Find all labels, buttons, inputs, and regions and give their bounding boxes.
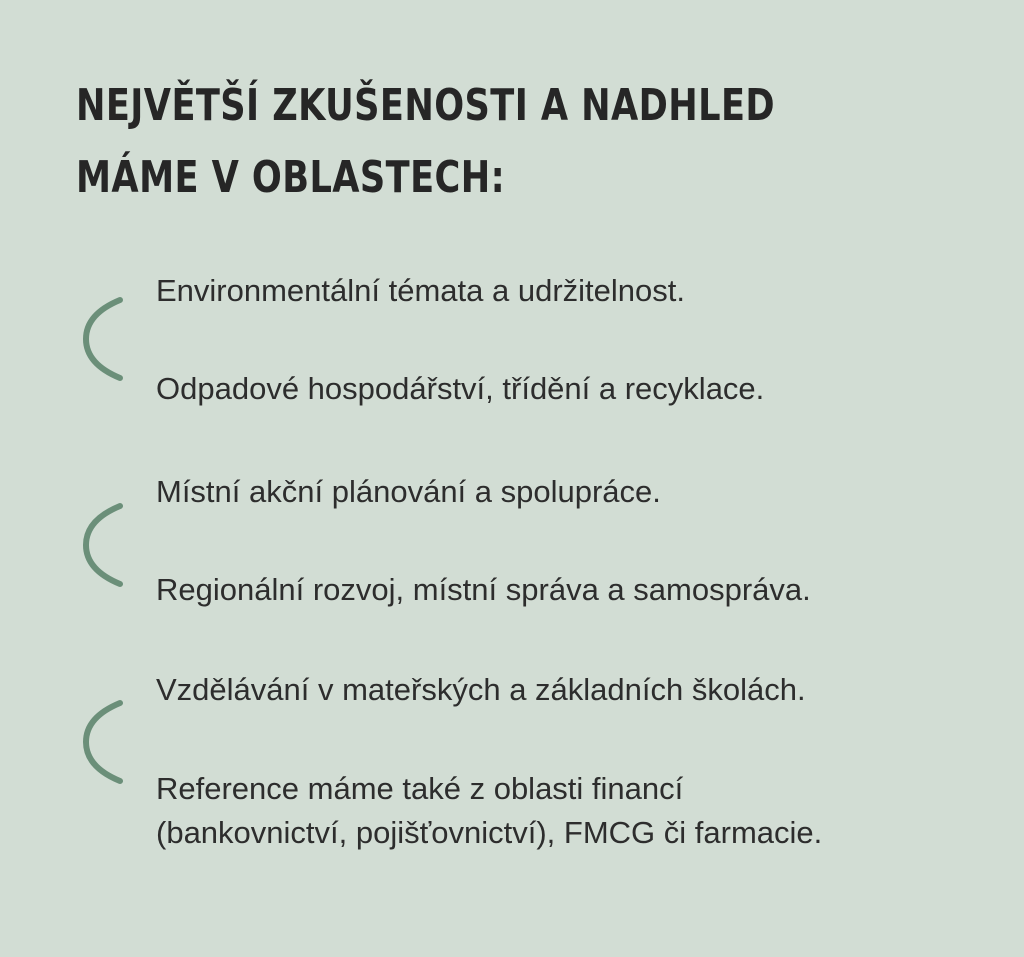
list-item-text: Odpadové hospodářství, třídění a recyklace. bbox=[156, 371, 765, 406]
list-item-text: Environmentální témata a udržitelnost. bbox=[156, 273, 685, 308]
page-title-line-1: NEJVĚTŠÍ ZKUŠENOSTI A NADHLED bbox=[76, 80, 776, 131]
list-item bbox=[156, 269, 685, 313]
list-item bbox=[156, 767, 822, 855]
list-item-text: (bankovnictví, pojišťovnictví), FMCG či farmacie. bbox=[156, 815, 823, 850]
list-item-text: Vzdělávání v mateřských a základních školách. bbox=[156, 672, 806, 707]
list-item-text: Regionální rozvoj, místní správa a samospráva. bbox=[156, 572, 811, 607]
list-item-text: Místní akční plánování a spolupráce. bbox=[156, 474, 661, 509]
list-item bbox=[156, 470, 661, 514]
list-item-text: Reference máme také z oblasti financí bbox=[156, 771, 684, 806]
page-title bbox=[76, 80, 776, 228]
page-title-line-2: MÁME V OBLASTECH: bbox=[76, 152, 506, 203]
bracket-icon bbox=[78, 500, 128, 590]
list-item bbox=[156, 568, 811, 612]
bracket-icon bbox=[78, 294, 128, 384]
list-item bbox=[156, 367, 764, 411]
list-item bbox=[156, 668, 806, 712]
bracket-icon bbox=[78, 697, 128, 787]
